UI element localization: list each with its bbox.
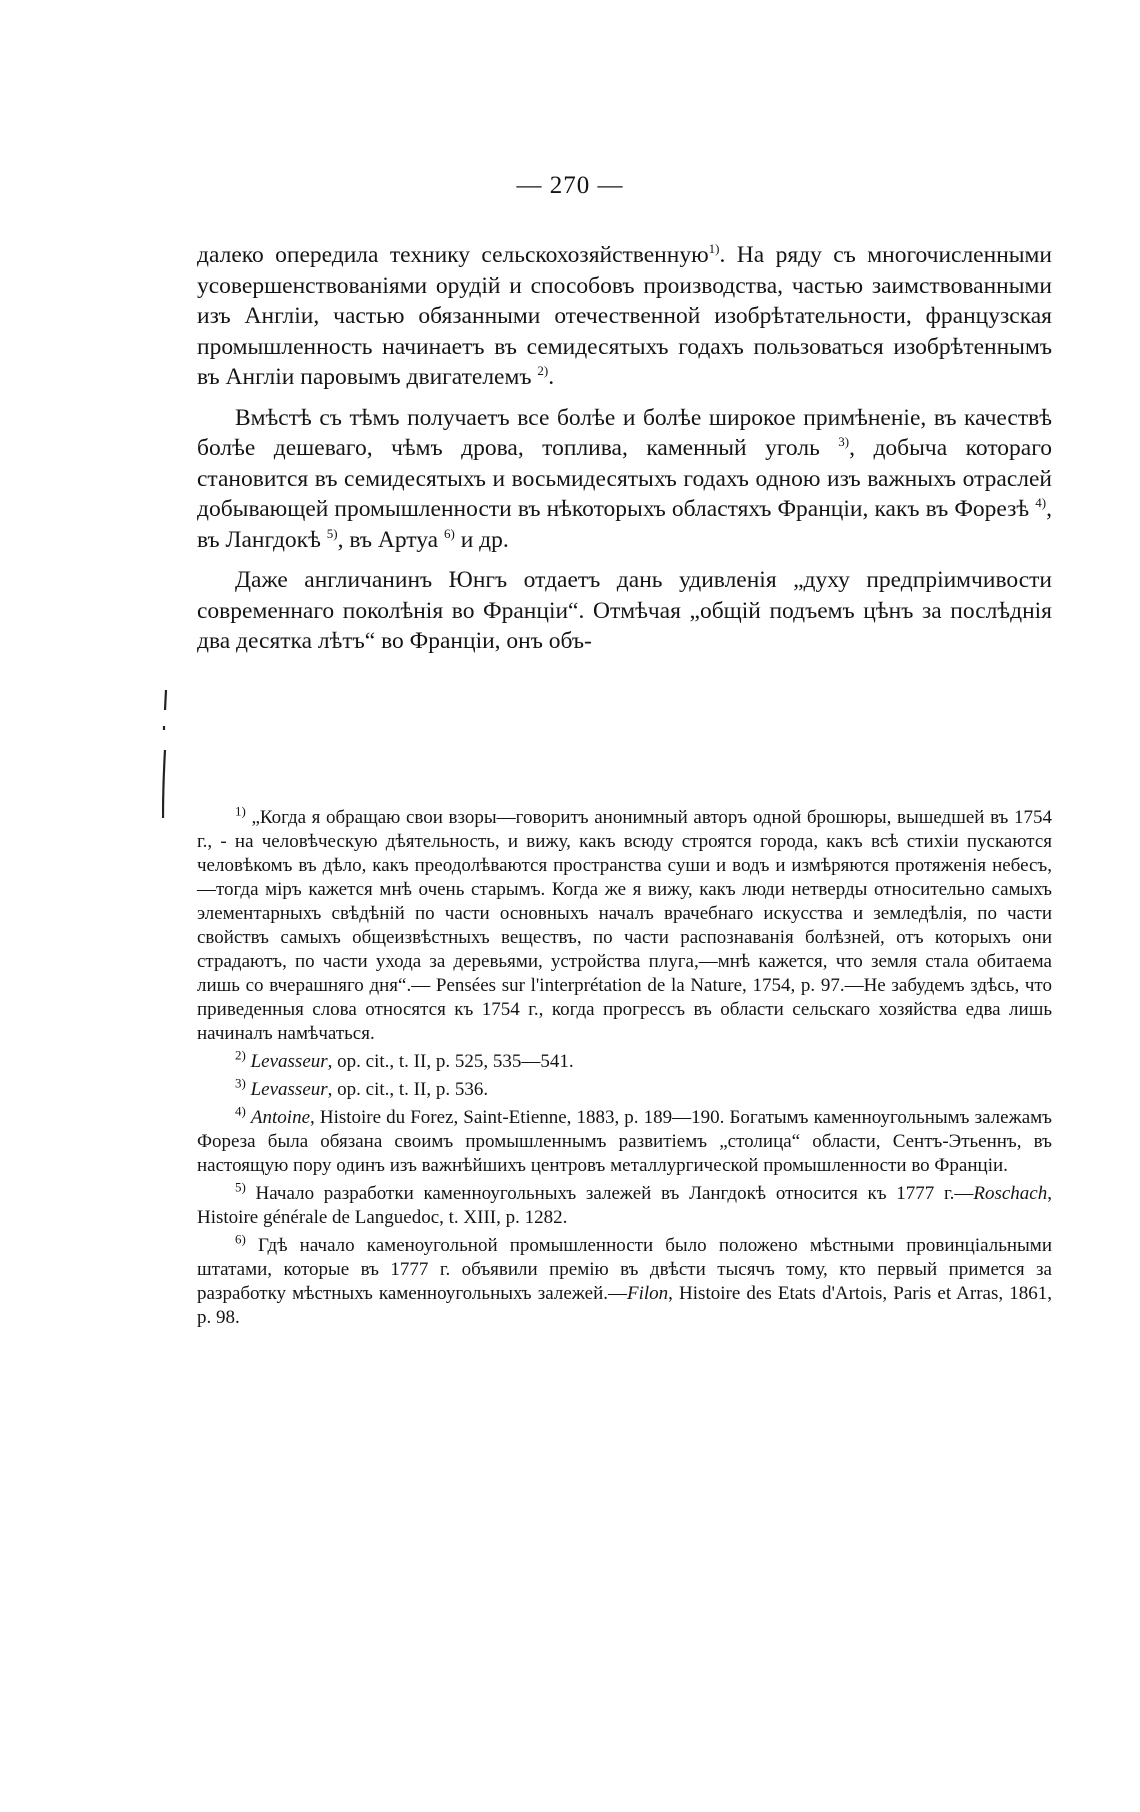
footnote-1: [197, 803, 1052, 1046]
footnote-5: [197, 1179, 1052, 1230]
paragraph-1-text-c: .: [548, 364, 555, 390]
footnote-5-mark: 5): [235, 1179, 246, 1195]
paragraph-2: [197, 403, 1052, 556]
paragraph-1-text-a: далеко опередила технику сельскохозяйственную: [197, 242, 709, 268]
footnote-2-text: , op. cit., t. II, p. 525, 535—541.: [327, 1051, 574, 1072]
footnote-3-text: , op. cit., t. II, p. 536.: [327, 1079, 489, 1100]
footnote-ref-6: 6): [443, 525, 455, 541]
paragraph-2-text-b: , добыча котораго становится въ семидесятыхъ и восьмидесятыхъ годахъ одною изъ важныхъ отраслей добывающей промышленности въ нѣкоторыхъ областяхъ Франціи, какъ въ Форезѣ: [197, 435, 1053, 522]
paragraph-3: Даже англичанинъ Юнгъ отдаетъ дань удивленія „духу предпріимчивости современнаго поколѣнія во Франціи“. Отмѣчая „общій подъемъ цѣнъ за послѣднія два десятка лѣтъ“ во Франціи, онъ объ-: [197, 567, 1052, 654]
footnote-3-author: Levasseur: [250, 1079, 328, 1100]
footnote-ref-2: 2): [537, 363, 549, 379]
footnote-1-text: „Когда я обращаю свои взоры—говоритъ анонимный авторъ одной брошюры, вышедшей въ 1754 г., - на человѣческую дѣятельность, и вижу, какъ всюду строятся города, какъ всѣ стихіи пускаются человѣкомъ въ дѣло, какъ преодолѣваются пространства суши и водъ и измѣряются протяженія небесъ,—тогда міръ кажется мнѣ очень старымъ. Когда же я вижу, какъ люди нетверды относительно самыхъ элементарныхъ свѣдѣній по части основныхъ началъ врачебнаго искусства и земледѣлія, по части свойствъ самыхъ общеизвѣстныхъ веществъ, по части распознаванія болѣзней, отъ которыхъ они страдаютъ, по части ухода за деревьями, устройства плуга,—мнѣ кажется, что земля стала обитаема лишь со вчерашняго дня“.— Pensées sur l'interprétation de la Nature, 1754, p. 97.—Не забудемъ здѣсь, что приведенныя слова относятся къ 1754 г., когда прогрессъ въ области сельскаго хозяйства едва лишь начиналъ намѣчаться.: [197, 807, 1052, 1044]
footnote-5-text-a: Начало разработки каменноугольныхъ залежей въ Лангдокѣ относится къ 1777 г.—: [245, 1183, 974, 1204]
footnote-6-mark: 6): [235, 1231, 246, 1247]
footnote-3-mark: 3): [235, 1075, 246, 1091]
paragraph-1: [197, 240, 1052, 393]
footnote-2: [197, 1047, 1052, 1074]
margin-pencil-mark: [162, 690, 168, 820]
footnote-ref-4: 4): [1035, 495, 1047, 511]
footnote-4: [197, 1103, 1053, 1178]
footnote-ref-1: 1): [708, 241, 720, 257]
footnote-6: [197, 1231, 1053, 1330]
footnote-4-text: , Histoire du Forez, Saint-Etienne, 1883, p. 189—190. Богатымъ каменноугольнымъ залежамъ Фореза была обязана своимъ промышленнымъ развитіемъ „столица“ области, Сентъ-Этьеннъ, въ настоящую пору одинъ изъ важнѣйшихъ центровъ металлургической промышленности во Франціи.: [197, 1107, 1053, 1176]
footnote-6-author: Filon: [627, 1283, 669, 1304]
footnote-5-text-b: , Histoire générale de Languedoc, t. XIII, p. 1282.: [197, 1183, 1052, 1228]
footnote-6-text-a: Гдѣ начало каменоугольной промышленности было положено мѣстными провинціальными штатами, которые въ 1777 г. объявили премію въ двѣсти тысячъ тому, кто первый примется за разработку мѣстныхъ каменноугольныхъ залежей.—: [197, 1235, 1052, 1304]
main-text: [197, 240, 1052, 667]
paragraph-2-text-c: , въ Лангдокѣ: [197, 496, 1052, 553]
paragraph-1-text-b: . На ряду съ многочисленными усовершенствованіями орудій и способовъ производства, частью заимствованными изъ Англіи, частью обязанными отечественной изобрѣтательности, французская промышленность начинаетъ въ семидесятыхъ годахъ пользоваться изобрѣтеннымъ въ Англіи паровымъ двигателемъ: [197, 242, 1053, 390]
footnote-1-mark: 1): [235, 803, 246, 819]
footnote-2-author: Levasseur: [250, 1051, 328, 1072]
footnote-ref-3: 3): [838, 434, 850, 450]
page-number: — 270 —: [516, 172, 624, 199]
paragraph-2-text-d: , въ Артуа: [337, 526, 439, 553]
footnote-4-mark: 4): [235, 1103, 246, 1119]
paragraph-2-text-a: Вмѣстѣ съ тѣмъ получаетъ все болѣе и болѣе широкое примѣненіе, въ качествѣ болѣе дешеваго, чѣмъ дрова, топлива, каменный уголь: [197, 404, 1052, 461]
footnotes: [197, 803, 1053, 1334]
footnote-3: [197, 1075, 1052, 1102]
footnote-4-author: Antoine: [250, 1107, 311, 1128]
paragraph-2-text-e: и др.: [454, 526, 509, 553]
footnote-5-author: Roschach: [973, 1183, 1048, 1204]
footnote-ref-5: 5): [326, 525, 338, 541]
footnote-6-text-b: , Histoire des Etats d'Artois, Paris et Arras, 1861, p. 98.: [197, 1283, 1053, 1328]
footnote-2-mark: 2): [235, 1047, 246, 1063]
